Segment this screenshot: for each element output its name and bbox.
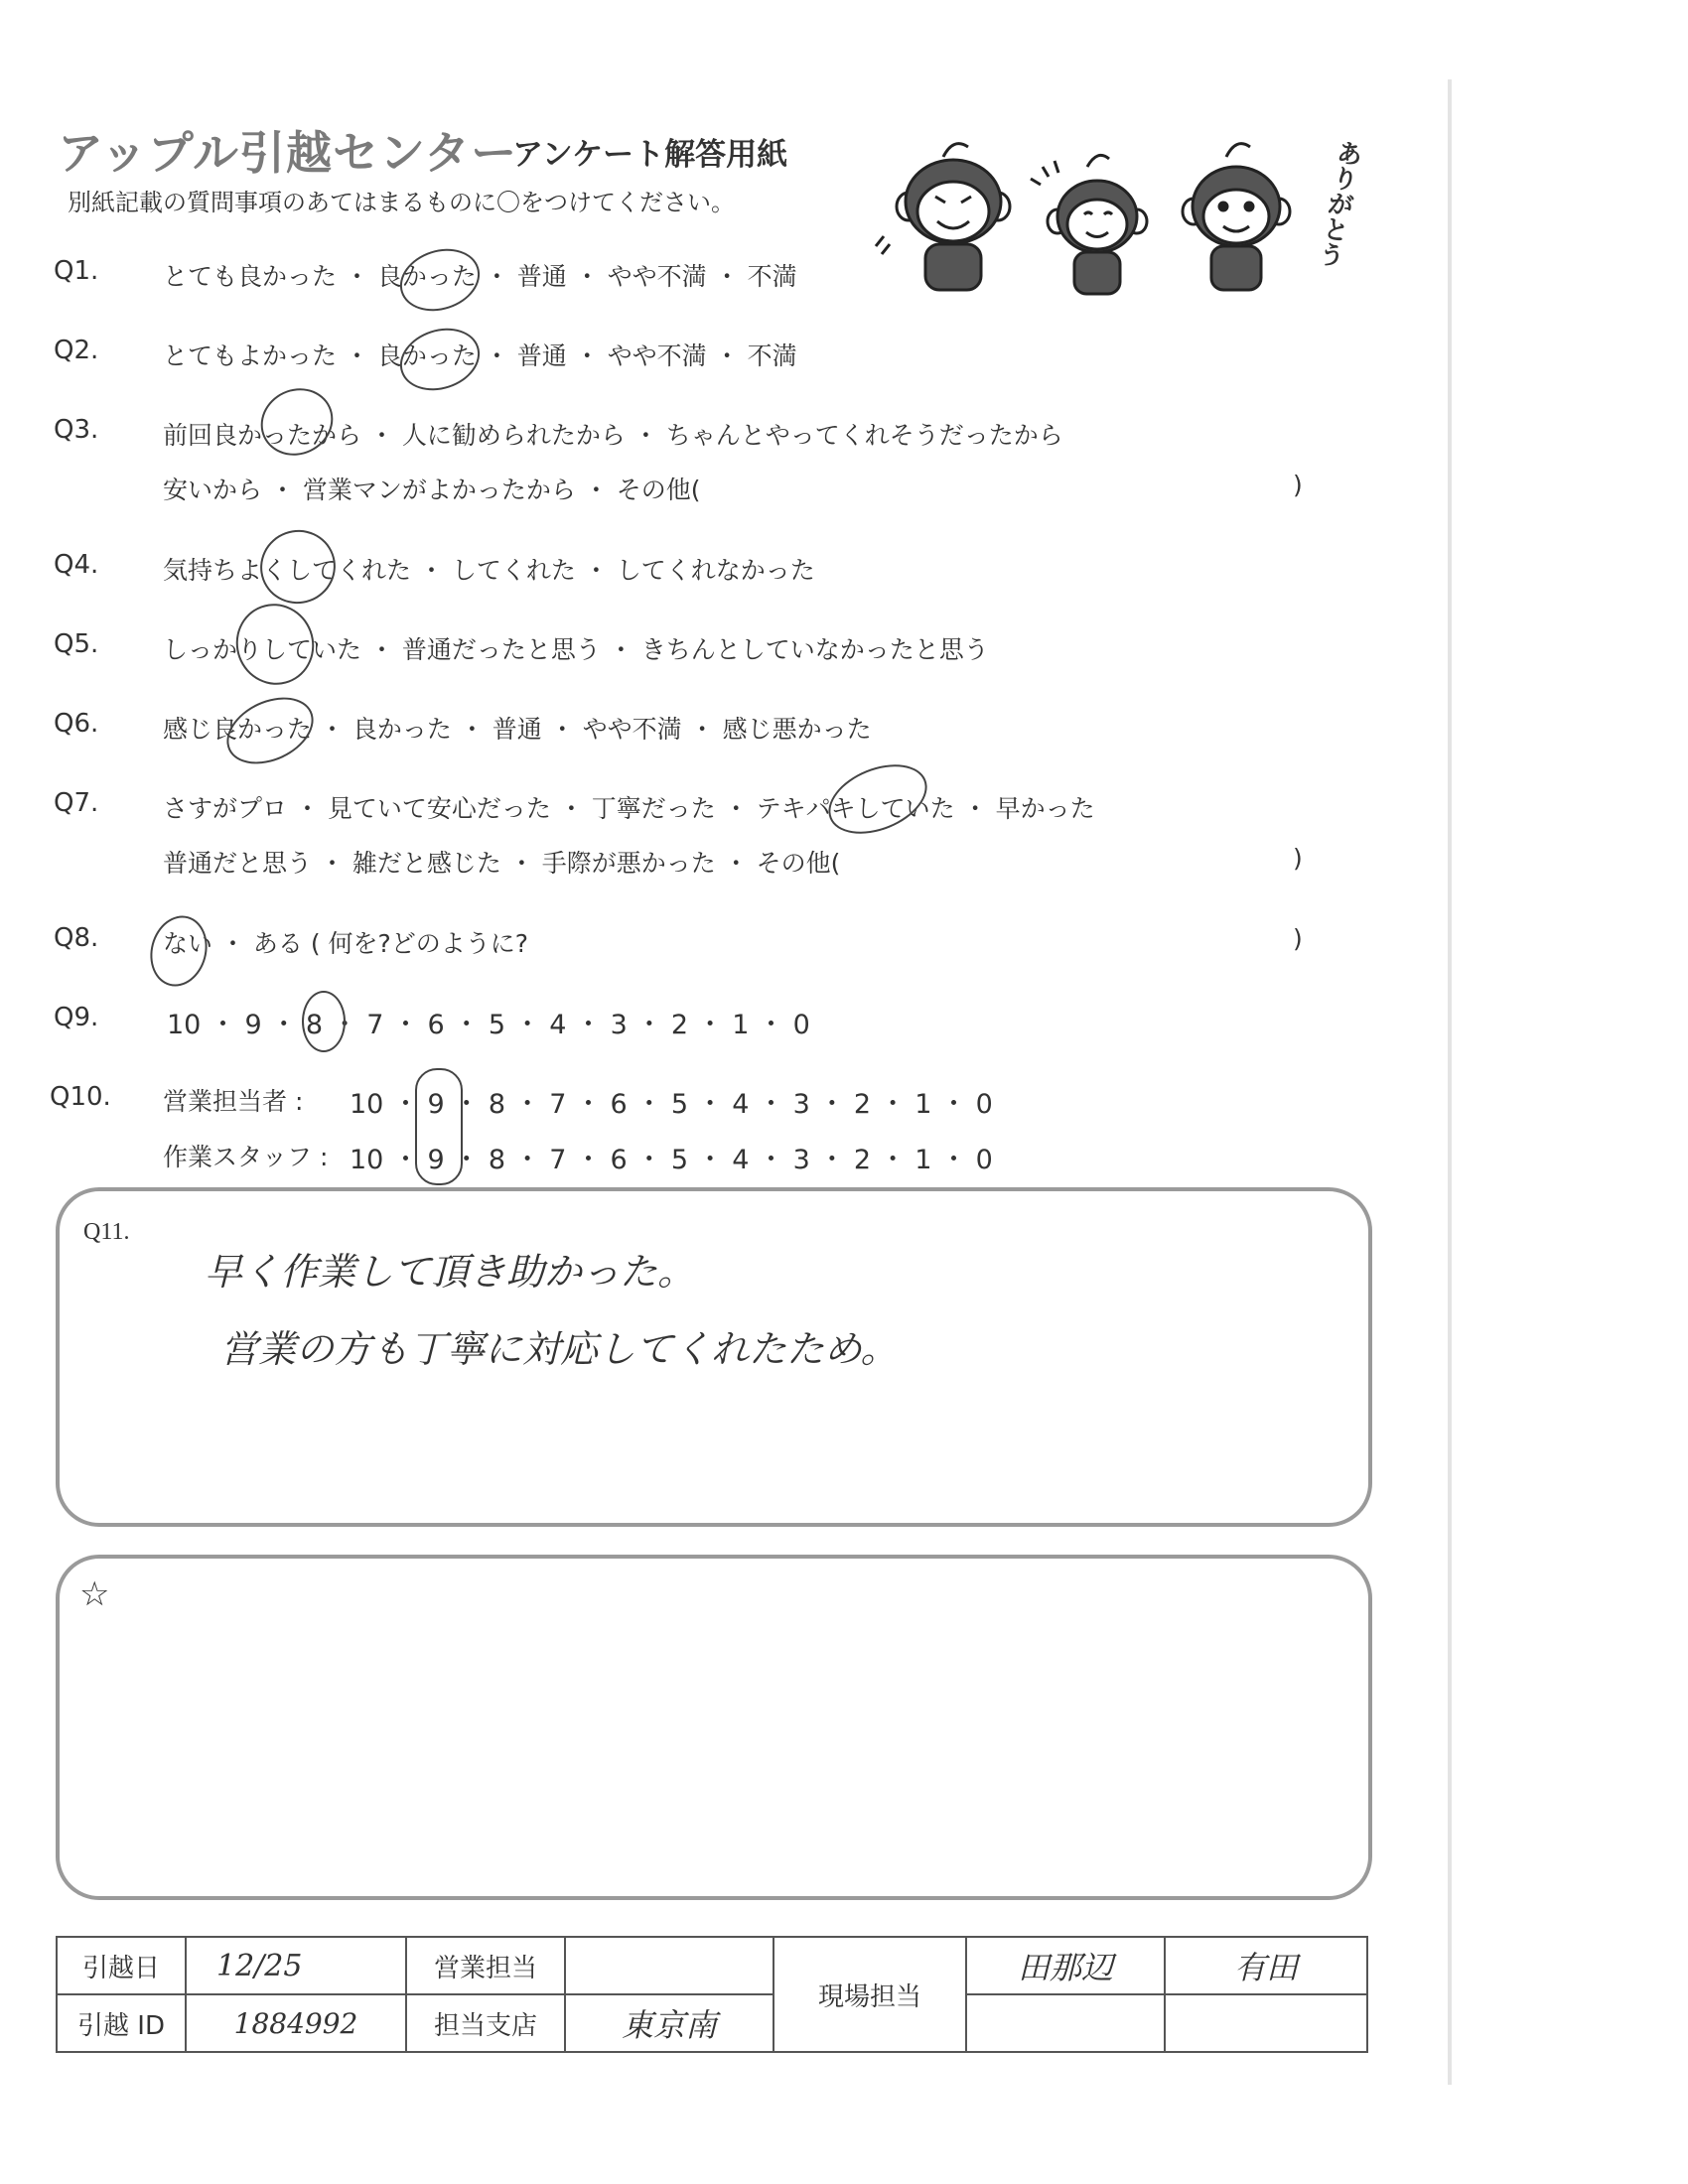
q1-label: Q1. [54, 256, 99, 286]
monkey-mascots-illustration [864, 127, 1360, 306]
q1-options: とても良かった ・ 良かった ・ 普通 ・ やや不満 ・ 不満 [163, 262, 797, 291]
site-rep-1: 田那辺 [966, 1937, 1165, 1994]
form-title: アンケート解答用紙 [512, 137, 788, 173]
q6-options: 感じ良かった ・ 良かった ・ 普通 ・ やや不満 ・ 感じ悪かった [163, 715, 872, 744]
q9-label: Q9. [54, 1003, 99, 1032]
move-date-label: 引越日 [57, 1937, 186, 1994]
move-id-value: 1884992 [186, 1994, 406, 2052]
q6-label: Q6. [54, 709, 99, 739]
q7-label: Q7. [54, 788, 99, 818]
footer-info-table [56, 1936, 1368, 2053]
q1-answer-circle [392, 239, 489, 321]
q4-label: Q4. [54, 550, 99, 580]
star-icon: ☆ [79, 1574, 110, 1614]
mascot-caption: ありがとう [1312, 137, 1365, 270]
q2-answer-circle [392, 319, 489, 400]
branch-label: 担当支店 [406, 1994, 565, 2052]
q8-paren-close: ) [1293, 924, 1303, 953]
instructions: 別紙記載の質問事項のあてはまるものに〇をつけてください。 [68, 189, 735, 216]
q2-options: とてもよかった ・ 良かった ・ 普通 ・ やや不満 ・ 不満 [163, 341, 797, 370]
q8-label: Q8. [54, 923, 99, 953]
q4-options: 気持ちよくしてくれた ・ してくれた ・ してくれなかった [163, 556, 815, 585]
q11-handwritten-line2: 営業の方も丁寧に対応してくれたため。 [220, 1327, 899, 1371]
move-id-label: 引越 ID [57, 1994, 186, 2052]
q5-options: しっかりしていた ・ 普通だったと思う ・ きちんとしていなかったと思う [163, 635, 989, 664]
q7-paren-close: ) [1293, 844, 1303, 873]
sales-rep-value [565, 1937, 774, 1994]
q6-answer-circle [216, 684, 325, 776]
q9-scale: 10 ・ 9 ・ 8 ・ 7 ・ 6 ・ 5 ・ 4 ・ 3 ・ 2 ・ 1 ・ 0 [167, 1010, 810, 1040]
q5-label: Q5. [54, 629, 99, 659]
company-title: アップル引越センター [58, 126, 518, 180]
q3-options-line1: 前回良かったから ・ 人に勧められたから ・ ちゃんとやってくれそうだったから [163, 421, 1063, 450]
q7-answer-circle [818, 751, 937, 847]
q2-label: Q2. [54, 336, 99, 365]
free-comment-box [56, 1555, 1372, 1900]
q7-options-line1: さすがプロ ・ 見ていて安心だった ・ 丁寧だった ・ テキパキしていた ・ 早かった [163, 794, 1095, 823]
q11-label: Q11. [83, 1219, 130, 1245]
q3-label: Q3. [54, 415, 99, 445]
q9-answer-circle [302, 991, 346, 1052]
q10-answer-circle [415, 1068, 463, 1185]
q5-answer-circle [224, 593, 325, 696]
q3-options-line2: 安いから ・ 営業マンがよかったから ・ その他( [163, 476, 701, 504]
q10-sales-label: 営業担当者 : [163, 1087, 304, 1116]
q3-paren-close: ) [1293, 471, 1303, 499]
q10-staff-label: 作業スタッフ : [163, 1143, 329, 1171]
q3-answer-circle [250, 376, 345, 467]
sales-rep-label: 営業担当 [406, 1937, 565, 1994]
page-edge-shadow [1448, 79, 1452, 2085]
q10-label: Q10. [50, 1082, 111, 1112]
q8-answer-circle [143, 909, 215, 993]
q4-answer-circle [250, 519, 347, 614]
q10-staff-scale: 10 ・ 9 ・ 8 ・ 7 ・ 6 ・ 5 ・ 4 ・ 3 ・ 2 ・ 1 ・ 0 [350, 1145, 993, 1175]
q10-sales-scale: 10 ・ 9 ・ 8 ・ 7 ・ 6 ・ 5 ・ 4 ・ 3 ・ 2 ・ 1 ・ 0 [350, 1089, 993, 1120]
move-date-value: 12/25 [186, 1937, 406, 1994]
site-rep-empty-1 [966, 1994, 1165, 2052]
branch-value: 東京南 [565, 1994, 774, 2052]
site-rep-2: 有田 [1165, 1937, 1367, 1994]
q7-options-line2: 普通だと思う ・ 雑だと感じた ・ 手際が悪かった ・ その他( [163, 849, 841, 878]
site-rep-label: 現場担当 [774, 1937, 966, 2052]
q11-handwritten-line1: 早く作業して頂き助かった。 [205, 1250, 696, 1294]
site-rep-empty-2 [1165, 1994, 1367, 2052]
q8-options: ない ・ ある ( 何を?どのように? [163, 929, 529, 958]
